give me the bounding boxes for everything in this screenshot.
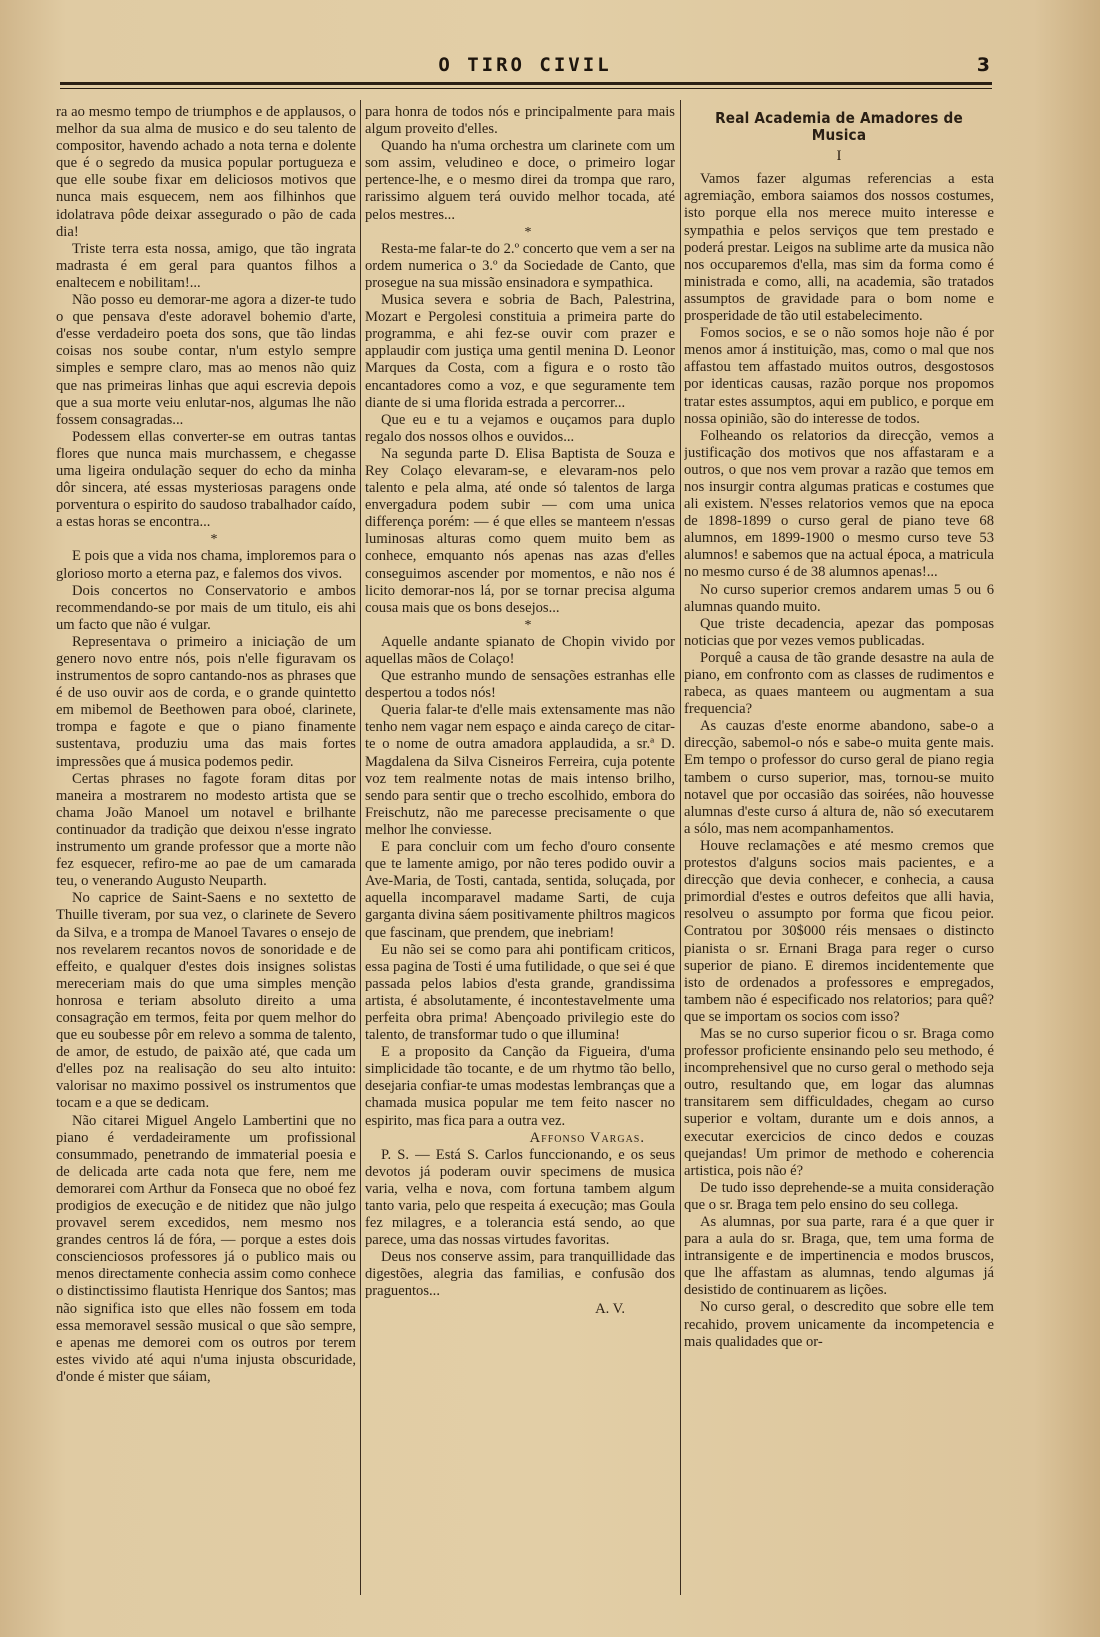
paragraph: Representava o primeiro a iniciação de um genero novo entre nós, pois n'elle figuravam os instrumentos de sopro cantando-nos as phrases que é de uso ouvir aos de corda, e o grande quintetto em mibemol de Beethowen para oboé, clarinete, trompa e fagote e que o piano finamente sustentava, produziu uma das mais fortes impressões que á musica podemos pedir. bbox=[56, 633, 356, 770]
paragraph: No curso geral, o descredito que sobre elle tem recahido, provem unicamente da incompetencia e mais qualidades que or- bbox=[684, 1299, 994, 1350]
section-separator: * bbox=[210, 532, 218, 548]
paragraph: Que eu e tu a vejamos e ouçamos para duplo regalo dos nossos olhos e ouvidos... bbox=[365, 411, 675, 445]
paragraph: Houve reclamações e até mesmo cremos que protestos d'alguns socios mais pacientes, e a direcção que devia conhecer, e conhecia, a causa primordial d'estes e outros defeitos que alli havia, resolveu o assumpto por forma que ficou peior. Contratou por 30$000 réis mensaes o distincto pianista o sr. Ernani Braga para reger o curso superior de piano. E diremos incidentemente que isto de ordenados a professores e empregados, tambem não é especificado nos relatorios; para quê? que se importam os socios com isso? bbox=[684, 837, 994, 1025]
paragraph: Que estranho mundo de sensações estranhas elle despertou a todos nós! bbox=[365, 668, 675, 702]
paragraph: Dois concertos no Conservatorio e ambos recommendando-se por mais de um titulo, eis ahi um facto que não é vulgar. bbox=[56, 582, 356, 633]
paragraph: As alumnas, por sua parte, rara é a que quer ir para a aula do sr. Braga, que, tem uma forma de intransigente e de impertinencia e modos bruscos, que lhe affastam as alumnas, tendo algumas já desistido de continuarem as lições. bbox=[684, 1214, 994, 1299]
paragraph: Não citarei Miguel Angelo Lambertini que no piano é verdadeiramente um profissional consummado, penetrando de immaterial poesia e de delicada arte cada nota que fere, nem me demorarei com Arthur da Fonseca que no oboé fez prodigios de execução e de nitidez que não julgo provavel serem excedidos, nem mesmo nos grandes centros lá de fóra, — porque a estes dois conscienciosos professores já o publico mais ou menos directamente conhecia assim como conhece o distinctissimo flautista Henrique dos Santos; mas não significa isto que elles não fossem em toda essa memoravel sessão musical o que são sempre, e apenas me demorei com os outros por terem estes vivido até aqui n'uma injusta obscuridade, d'onde é mister que sáiam, bbox=[56, 1112, 356, 1385]
section-separator: * bbox=[524, 224, 532, 240]
paragraph: Fomos socios, e se o não somos hoje não é por menos amor á instituição, mas, como o mal que nos affastou tem affastado muitos outros, desgostosos por identicas causas, razão porque nos propomos tratar estes assumptos, aqui em publico, e porque em nossa opinião, são do interesse de todos. bbox=[684, 325, 994, 427]
paragraph: Triste terra esta nossa, amigo, que tão ingrata madrasta é em geral para quantos filhos a enaltecem e nobilitam!... bbox=[56, 240, 356, 291]
paragraph: Porquê a causa de tão grande desastre na aula de piano, em confronto com as classes de rudimentos e rabeca, as quaes manteem ou augmentam a sua frequencia? bbox=[684, 649, 994, 718]
paragraph: Certas phrases no fagote foram ditas por maneira a mostrarem no modesto artista que se chama João Manoel um notavel e brilhante continuador da tradição que deixou n'esse ingrato instrumento um grande professor que a morte não fez esquecer, refiro-me ao pae de um camarada teu, o venerando Augusto Neuparth. bbox=[56, 770, 356, 890]
paragraph: ra ao mesmo tempo de triumphos e de applausos, o melhor da sua alma de musico e do seu talento de compositor, havendo achado a nota terna e dolente que é o segredo da musica popular portugueza e que elle soube fixar em deliciosos motivos que nunca mais esquecem, nem aos filhinhos que idolatrava pôde deixar assegurado o pão de cada dia! bbox=[56, 104, 356, 240]
paragraph: Deus nos conserve assim, para tranquillidade das digestões, alegria das familias, e confusão dos praguentos... bbox=[365, 1249, 675, 1300]
column-divider bbox=[360, 100, 361, 1595]
page-number: 3 bbox=[976, 54, 990, 76]
paragraph: P. S. — Está S. Carlos funccionando, e os seus devotos já poderam ouvir specimens de musica varia, velha e nova, com fortuna tambem algum tanto varia, pelo que respeita á execução; mas Goula fez milagres, e a tolerancia está sendo, ao que parece, uma das nossas virtudes favoritas. bbox=[365, 1146, 675, 1249]
paragraph: No curso superior cremos andarem umas 5 ou 6 alumnas quando muito. bbox=[684, 581, 994, 615]
masthead bbox=[60, 48, 990, 78]
paragraph: para honra de todos nós e principalmente para mais algum proveito d'elles. bbox=[365, 104, 675, 138]
paragraph: Resta-me falar-te do 2.º concerto que vem a ser na ordem numerica o 3.º da Sociedade de Canto, que prosegue na sua missão ensinadora e sympathica. bbox=[365, 240, 675, 291]
paragraph: De tudo isso deprehende-se a muita consideração que o sr. Braga tem pelo ensino do seu collega. bbox=[684, 1179, 994, 1213]
column-2 bbox=[365, 104, 675, 1594]
column-1 bbox=[56, 104, 356, 1594]
chapter-number: I bbox=[836, 148, 842, 165]
paragraph: Não posso eu demorar-me agora a dizer-te tudo o que pensava d'este adoravel bohemio d'arte, d'esse verdadeiro poeta dos sons, que tão lindas coisas nos soube contar, n'um estylo sempre simples e sempre claro, mas ao menos não quiz que nas primeiras linhas que aqui escrevia depois que a sua morte veiu enlutar-nos, algumas lhe não fossem consagradas... bbox=[56, 292, 356, 428]
header-rule-thick bbox=[60, 82, 992, 85]
paragraph: Podessem ellas converter-se em outras tantas flores que nunca mais murchassem, e chegasse uma ligeira ondulação sequer do echo da minha dôr sincera, até essas mysteriosas paragens onde porventura o espirito do saudoso trabalhador caído, a estas horas se encontra... bbox=[56, 428, 356, 531]
column-3 bbox=[684, 104, 994, 1594]
section-separator: * bbox=[524, 617, 532, 633]
paragraph: Vamos fazer algumas referencias a esta agremiação, embora saiamos dos nossos costumes, isto porque ella nos merece muito interesse e sympathia e pelos serviços que tem prestado e poderá prestar. Leigos na sublime arte da musica não nos occuparemos d'ella, mas sim da forma como é ministrada e como, alli, na academia, são tratados assumptos de gravidade para o bom nome e prosperidade de tão util estabelecimento. bbox=[684, 171, 994, 325]
paragraph: No caprice de Saint-Saens e no sextetto de Thuille tiveram, por sua vez, o clarinete de Severo da Silva, e a trompa de Manoel Tavares o ensejo de nos revelarem recantos novos de sonoridade e de effeito, e qualquer d'estes dois insignes solistas mereceriam mais do que uma simples menção honrosa e teriam absoluto direito a uma consagração em termos, feita por quem melhor do que eu soubesse pôr em relevo a somma de talento, de amor, de estudo, de paixão até, que cada um d'elles poz na realisação do seu alto intuito: valorisar no maximo possivel os instrumentos que tocam e a que se dedicam. bbox=[56, 890, 356, 1112]
paragraph: Folheando os relatorios da direcção, vemos a justificação dos motivos que nos affastaram e a outros, o que nos vem provar a razão que temos em nos insurgir contra algumas praticas e costumes que ali existem. N'esses relatorios vemos que na epoca de 1898-1899 o curso geral de piano teve 68 alumnos, em 1899-1900 o mesmo curso teve 53 alumnos! e sabemos que na actual época, a matricula no mesmo curso é de 38 alumnos apenas!... bbox=[684, 427, 994, 581]
paragraph: E para concluir com um fecho d'ouro consente que te lamente amigo, por não teres podido ouvir a Ave-Maria, de Tosti, cantada, sentida, soluçada, por aquella incomparavel madame Sarti, de cuja garganta divina sáem positivamente philtros magicos que fascinam, que prendem, que inebriam! bbox=[365, 839, 675, 941]
paragraph: Quando ha n'uma orchestra um clarinete com um som assim, veludineo e doce, o primeiro logar pertence-lhe, e o mesmo direi da trompa que raro, rarissimo alguem terá ouvido melhor tocada, até pelos mestres... bbox=[365, 138, 675, 223]
header-rule-thin bbox=[60, 88, 992, 89]
paragraph: E a proposito da Canção da Figueira, d'uma simplicidade tão tocante, e de um rhytmo tão bello, desejaria confiar-te umas modestas lembranças que a chamada musica popular me tem feito nascer no espirito, mas fica para a outra vez. bbox=[365, 1044, 675, 1129]
paragraph: Na segunda parte D. Elisa Baptista de Souza e Rey Colaço elevaram-se, e elevaram-nos pelo talento e pela alma, até onde só talentos de larga envergadura podem subir — com uma unica differença porém: — é que elles se manteem n'essas luminosas alturas como quem muito bem as conhece, emquanto nós apenas nas azas d'elles conseguimos ascender por momentos, e não nos é licito demorar-nos lá, por se tornar precisa alguma cousa mais que os bons desejos... bbox=[365, 445, 675, 616]
paragraph: Queria falar-te d'elle mais extensamente mas não tenho nem vagar nem espaço e ainda careço de citar-te o nome de outra amadora applaudida, a sr.ª D. Magdalena da Silva Cisneiros Ferreira, cuja potente voz tem realmente notas de mais intenso brilho, sendo para sentir que o trecho escolhido, embora do Freischutz, não me parecesse precisamente o que melhor lhe conviesse. bbox=[365, 702, 675, 838]
article-title: Real Academia de Amadores de Musica bbox=[715, 109, 963, 145]
paragraph: E pois que a vida nos chama, imploremos para o glorioso morto a eterna paz, e falemos dos vivos. bbox=[56, 548, 356, 582]
paragraph: Que triste decadencia, apezar das pomposas noticias que por vezes vemos publicadas. bbox=[684, 615, 994, 649]
author-signature: Affonso Vargas. bbox=[529, 1129, 645, 1146]
paragraph: As cauzas d'este enorme abandono, sabe-o a direcção, sabemol-o nós e sabe-o muita gente mais. Em tempo o professor do curso geral de piano regia tambem o curso superior, mas, tornou-se muito notavel que por occasião das soirées, não houvesse alumnas d'este curso á altura de, não só executarem a sólo, mas nem acompanhamentos. bbox=[684, 718, 994, 837]
author-initials: A. V. bbox=[595, 1300, 625, 1317]
paragraph: Aquelle andante spianato de Chopin vivido por aquellas mãos de Colaço! bbox=[365, 633, 675, 667]
paragraph: Musica severa e sobria de Bach, Palestrina, Mozart e Pergolesi constituia a primeira parte do programma, e ahi fez-se ouvir com prazer e applaudir com justiça uma gentil menina D. Leonor Marques da Costa, com a figura e o rosto tão encantadores como a voz, e que seguramente tem diante de si uma florida estrada a percorrer... bbox=[365, 292, 675, 411]
paragraph: Mas se no curso superior ficou o sr. Braga como professor proficiente ensinando pelo seu methodo, é incomprehensivel que no curso geral o methodo seja outro, resultando que, em logar das alumnas transitarem sem difficuldades, chegam ao curso superior e voltam, durante um e dois annos, a executar exercicios de cinco dedos e couzas quejandas! Um primor de methodo e coherencia artistica, pois não é? bbox=[684, 1025, 994, 1179]
paragraph: Eu não sei se como para ahi pontificam criticos, essa pagina de Tosti é uma futilidade, o que sei é que passada pelos labios d'esta grande, grandissima artista, é absolutamente, é incontestavelmente uma perfeita obra prima! Abençoado privilegio este do talento, de transformar tudo o que illumina! bbox=[365, 941, 675, 1044]
column-divider bbox=[680, 100, 681, 1595]
journal-title: O TIRO CIVIL bbox=[438, 54, 612, 76]
